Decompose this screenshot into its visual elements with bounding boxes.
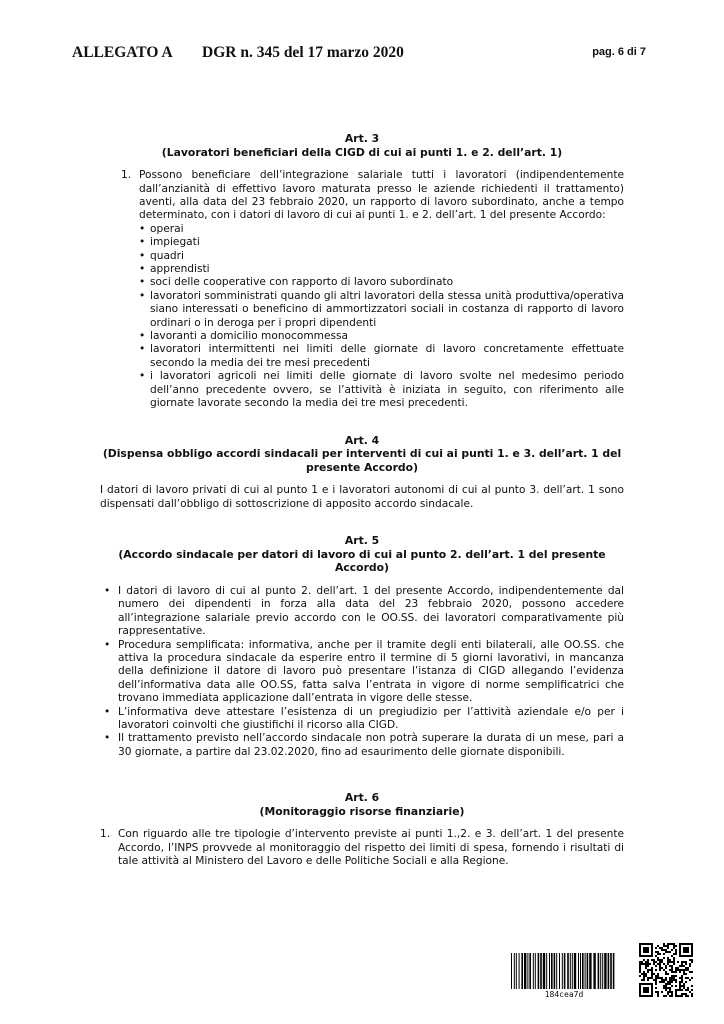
- list-item: • apprendisti: [139, 263, 210, 276]
- bullet-icon: •: [104, 584, 111, 597]
- article-3-bullet-list: [139, 223, 624, 411]
- page-header: [72, 44, 646, 64]
- article-6-number: Art. 6: [344, 791, 380, 805]
- list-item: • soci delle cooperative con rapporto di lavoro subordinato: [139, 276, 454, 289]
- article-3-intro: Possono beneficiare dell’integrazione salariale tutti i lavoratori (indipendentemente dall’anzianità di effettivo lavoro maturata presso le aziende richiedenti il trattamento) aventi, alla data del 23 febbraio 2020, un rapporto di lavoro subordinato, anche a tempo determinato, con i datori di lavoro di cui ai punti 1. e 2. dell’art. 1 del presente Accordo:: [139, 169, 624, 222]
- bullet-icon: •: [139, 222, 146, 235]
- article-5: [100, 534, 624, 759]
- list-item: • lavoranti a domicilio monocommessa: [139, 330, 349, 343]
- list-item: • L’informativa deve attestare l’esistenza di un pregiudizio per l’attività aziendale e/o per i lavoratori coinvolti che giustifichi il ricorso alla CIGD.: [104, 705, 624, 731]
- article-4-text: I datori di lavoro privati di cui al punto 1 e i lavoratori autonomi di cui al punto 3. dell’art. 1 sono dispensati dall’obbligo di sottoscrizione di apposito accordo sindacale.: [100, 484, 624, 510]
- article-4: [100, 434, 624, 512]
- article-4-number: Art. 4: [344, 433, 380, 447]
- article-3-number: Art. 3: [344, 132, 380, 145]
- bullet-icon: •: [139, 263, 146, 276]
- bullet-icon: •: [139, 249, 146, 262]
- list-item: • Procedura semplificata: informativa, anche per il tramite degli enti bilaterali, alle OO.SS. che attiva la procedura sindacale da esperire entro il termine di 5 giorni lavorativi, in mancanza della definizione il datore di lavoro può presentare l’istanza di CIGD allegando l’evidenza dell’informativa data alle OO.SS, fatta salva l’entrata in vigore di norme semplificatrici che trovano immediata applicazione dall’entrata in vigore delle stesse.: [104, 638, 624, 705]
- bullet-icon: •: [139, 276, 146, 289]
- bullet-icon: •: [139, 330, 146, 343]
- list-item: • impiegati: [139, 236, 200, 249]
- article-3-title: (Lavoratori beneficiari della CIGD di cui ai punti 1. e 2. dell’art. 1): [161, 145, 563, 159]
- page-number: pag. 6 di 7: [592, 46, 646, 58]
- item-number: 1.: [121, 169, 132, 182]
- article-3: [100, 132, 624, 411]
- article-4-title: (Dispensa obbligo accordi sindacali per interventi di cui ai punti 1. e 3. dell’art. 1 del presente Accordo): [102, 447, 622, 474]
- list-item: • lavoratori intermittenti nei limiti delle giornate di lavoro concretamente effettuate secondo la media dei tre mesi precedenti: [139, 343, 624, 369]
- article-5-number: Art. 5: [344, 534, 380, 548]
- bullet-icon: •: [104, 732, 111, 745]
- barcode-code: 184cea7d: [544, 990, 584, 999]
- document-body: [100, 132, 624, 869]
- article-6: [100, 791, 624, 868]
- article-3-item-1: [100, 169, 624, 410]
- article-5-title: (Accordo sindacale per datori di lavoro di cui al punto 2. dell’art. 1 del presente Accordo): [118, 547, 606, 575]
- list-item: • Il trattamento previsto nell’accordo sindacale non potrà superare la durata di un mese, pari a 30 giornate, a partire dal 23.02.2020, fino ad esaurimento delle giornate disponibili.: [104, 732, 624, 758]
- barcode: [511, 953, 617, 989]
- list-item: • quadri: [139, 249, 184, 262]
- bullet-icon: •: [104, 638, 111, 651]
- allegato-label: ALLEGATO A: [72, 44, 173, 61]
- list-item: • operai: [139, 222, 184, 235]
- bullet-icon: •: [104, 705, 111, 718]
- item-number: 1.: [100, 828, 111, 841]
- dgr-reference: DGR n. 345 del 17 marzo 2020: [202, 44, 404, 61]
- list-item: • i lavoratori agricoli nei limiti delle giornate di lavoro svolte nel medesimo periodo dell’anno precedente ovvero, se l’attività è iniziata in seguito, con riferimento alle giornate lavorate secondo la media dei tre mesi precedenti.: [139, 370, 624, 410]
- article-6-item-1: [100, 828, 624, 868]
- qr-code: [639, 943, 693, 997]
- article-5-bullet-list: [100, 585, 624, 759]
- bullet-icon: •: [139, 370, 146, 383]
- bullet-icon: •: [139, 236, 146, 249]
- list-item: • lavoratori somministrati quando gli altri lavoratori della stessa unità produttiva/operativa siano interessati o beneficino di ammortizzatori sociali in costanza di rapporto di lavoro ordinari o in deroga per i propri dipendenti: [139, 289, 624, 329]
- article-6-title: (Monitoraggio risorse finanziarie): [259, 804, 465, 818]
- bullet-icon: •: [139, 289, 146, 302]
- article-6-text: Con riguardo alle tre tipologie d’intervento previste ai punti 1.,2. e 3. dell’art. 1 del presente Accordo, l’INPS provvede al monitoraggio del rispetto dei limiti di spesa, fornendo i risultati di tale attività al Ministero del Lavoro e delle Politiche Sociali e alla Regione.: [118, 828, 624, 868]
- list-item: • I datori di lavoro di cui al punto 2. dell’art. 1 del presente Accordo, indipendentemente dal numero dei dipendenti in forza alla data del 23 febbraio 2020, possono accedere all’integrazione salariale previo accordo con le OO.SS. dei lavoratori comparativamente più rappresentative.: [104, 584, 624, 638]
- bullet-icon: •: [139, 343, 146, 356]
